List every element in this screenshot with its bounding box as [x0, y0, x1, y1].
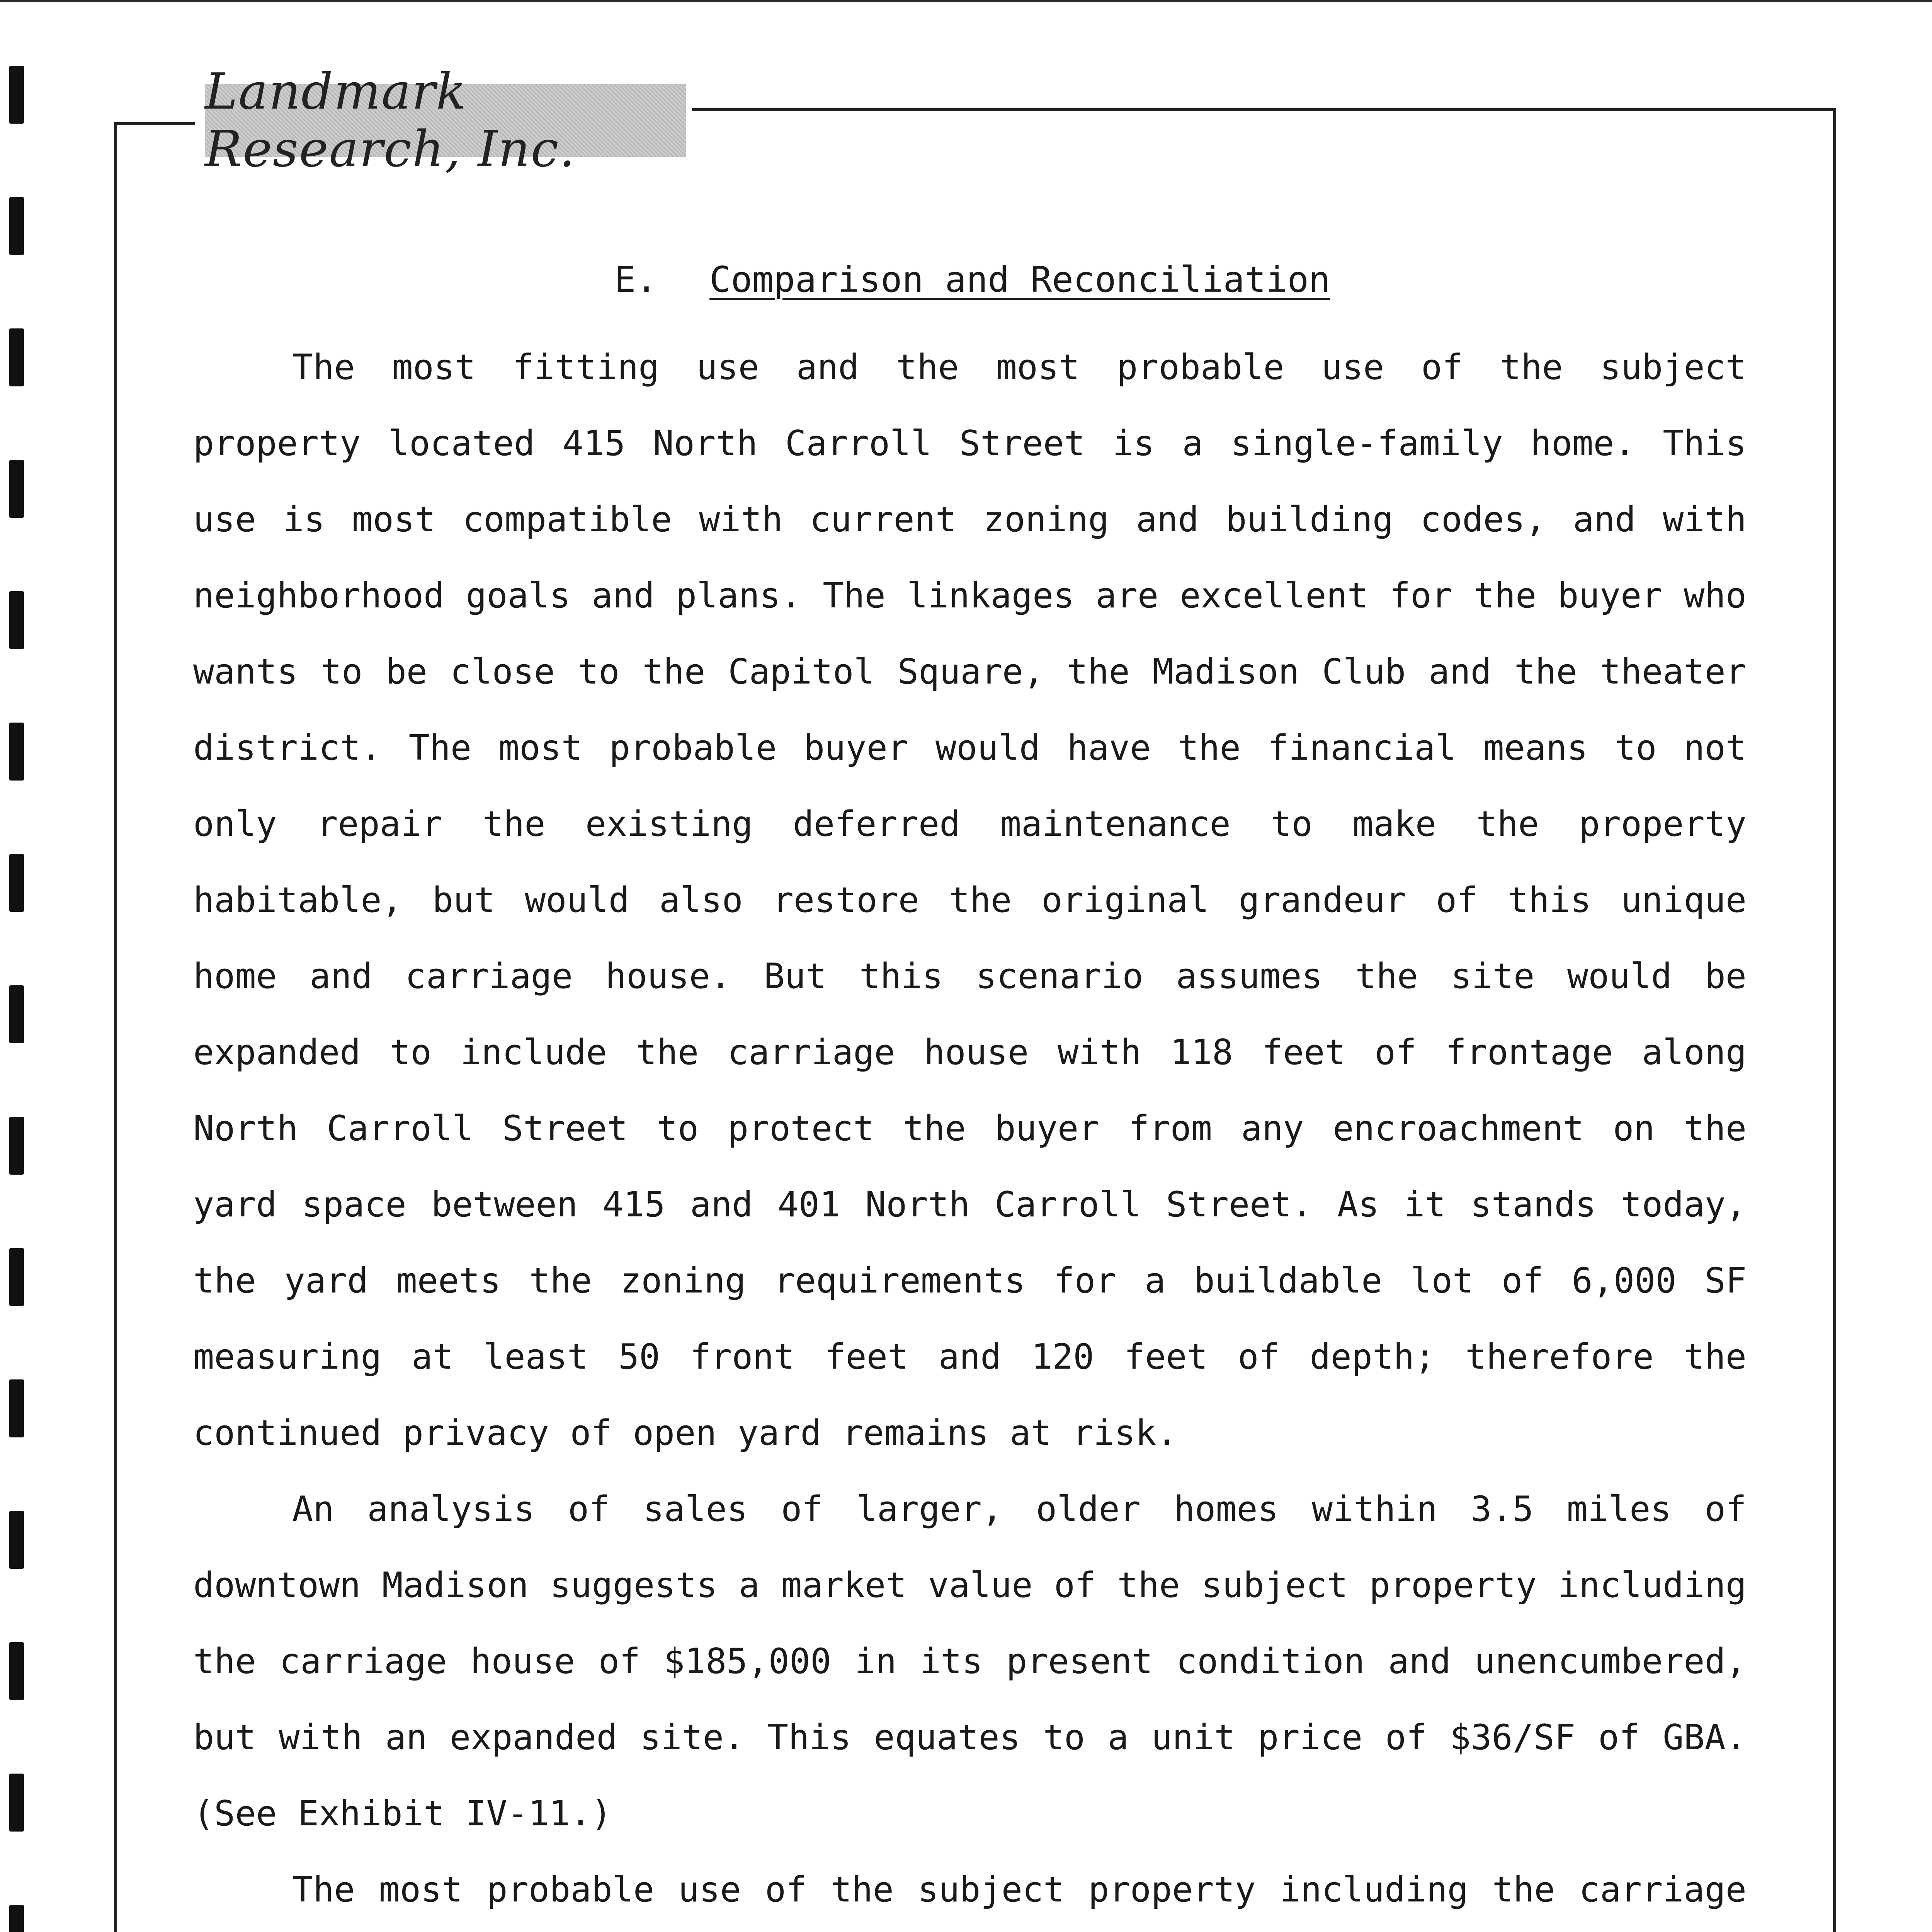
company-logo-text: Landmark Research, Inc. — [205, 63, 576, 178]
binding-mark — [9, 66, 24, 124]
binding-mark — [9, 1642, 24, 1700]
body-text — [193, 329, 1747, 1932]
section-title: Comparison and Reconciliation — [709, 259, 1330, 300]
paragraph: The most fitting use and the most probable use of the subject property located 415 North Carroll Street is a single-family home. This use is most compatible with current zoning and building codes, and with neighborhood goals and plans. The linkages are excellent for the buyer who wants to be close to the Capitol Square, the Madison Club and the theater district. The most probable buyer would have the financial means to not only repair the existing deferred maintenance to make the property habitable, but would also restore the original grandeur of this unique home and carriage house. But this scenario assumes the site would be expanded to include the carriage house with 118 feet of frontage along North Carroll Street to protect the buyer from any encroachment on the yard space between 415 and 401 North Carroll Street. As it stands today, the yard meets the zoning requirements for a buildable lot of 6,000 SF measuring at least 50 front feet and 120 feet of depth; therefore the continued privacy of open yard remains at risk. — [193, 347, 1747, 1453]
section-heading — [614, 259, 1330, 300]
binding-mark — [9, 1511, 24, 1569]
binding-mark — [9, 197, 24, 255]
binding-mark — [9, 328, 24, 386]
frame-top-rule — [114, 122, 195, 125]
section-label: E. — [614, 259, 657, 300]
company-logo — [205, 63, 686, 178]
binding-mark — [9, 1379, 24, 1437]
page-top-edge — [0, 0, 1932, 2]
binding-mark — [9, 1117, 24, 1175]
binding-mark — [9, 460, 24, 518]
paragraph: The most probable use of the subject property including the carriage — [292, 1869, 1747, 1910]
binding-mark — [9, 723, 24, 781]
frame-right-rule — [1833, 109, 1836, 1932]
paragraph: An analysis of sales of larger, older homes within 3.5 miles of downtown Madison suggests a market value of the subject property including the carriage house of $185,000 in its present condition and unencumbered, but with an expanded site. This equates to a unit price of $36/SF of GBA. (See Exhibit IV-11.) — [193, 1489, 1747, 1834]
binding-mark — [9, 591, 24, 649]
binding-mark — [9, 1774, 24, 1832]
binding-mark — [9, 985, 24, 1043]
binding-mark — [9, 1248, 24, 1306]
frame-top-rule — [692, 108, 1836, 111]
frame-left-rule — [114, 124, 117, 1932]
binding-mark — [9, 854, 24, 912]
binding-mark — [9, 1905, 24, 1932]
